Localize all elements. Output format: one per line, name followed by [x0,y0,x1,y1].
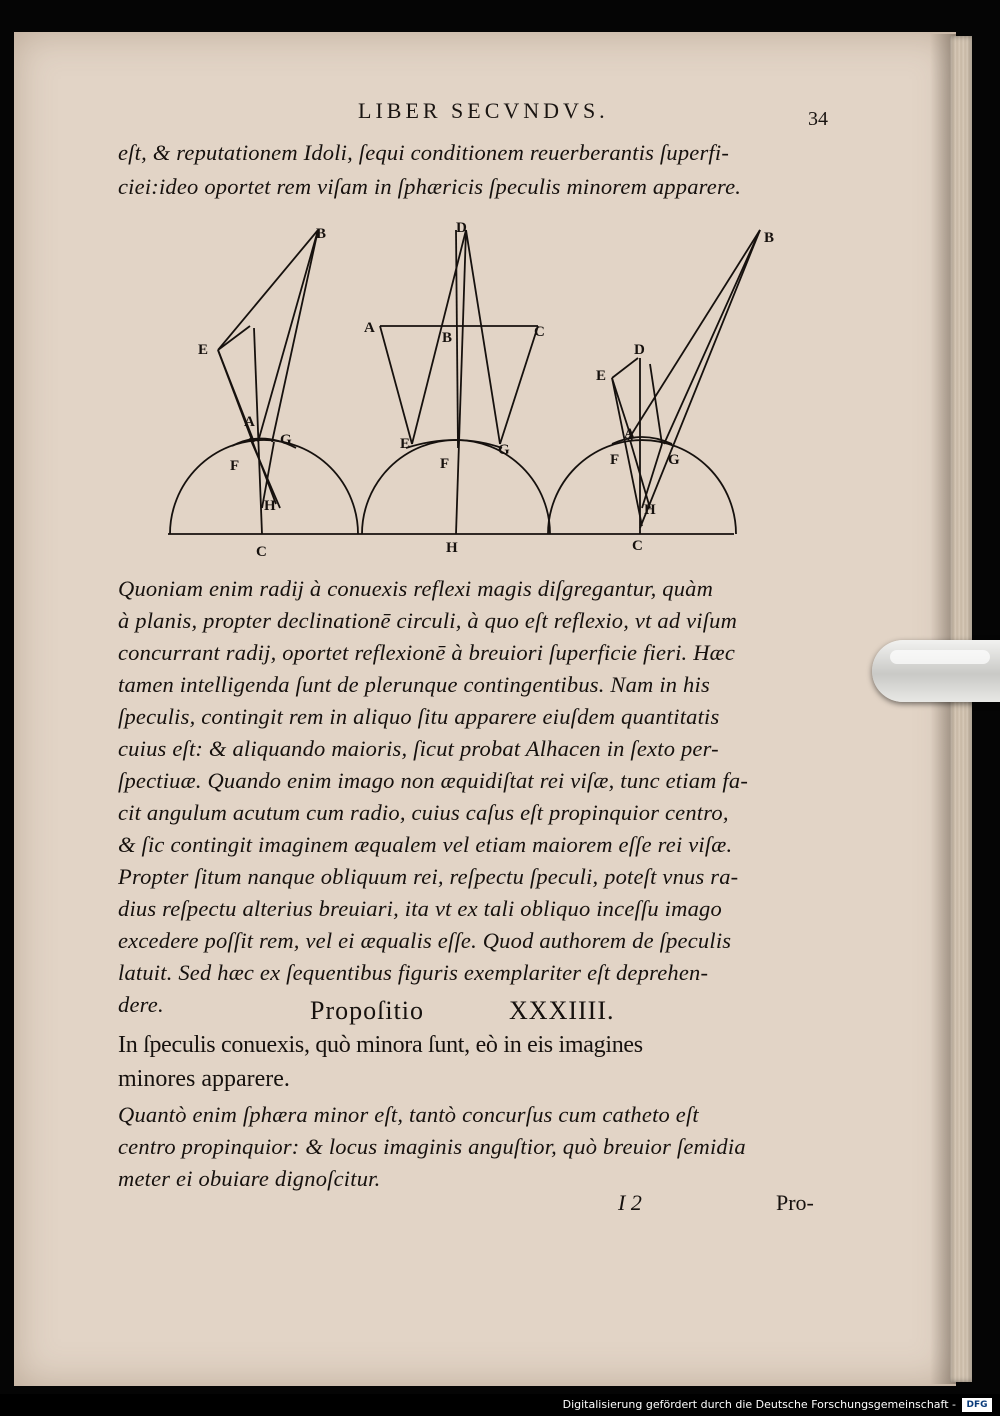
bookmark-highlight [890,650,990,664]
diagram-label: E [198,342,209,358]
diagram-label: E [596,368,607,384]
diagram-label: C [256,544,267,560]
proposition-statement: minores apparere. [118,1066,290,1092]
running-head: LIBER SECVNDVS. [358,98,609,123]
diagram-label: C [534,324,545,340]
diagram-label: H [264,498,276,514]
diagram-label: B [442,330,453,346]
text-line: Quantò enim ſphæra minor eſt, tantò concurſus cum catheto eſt [118,1102,699,1127]
fig3-line [628,230,760,440]
diagram-label: D [634,342,645,358]
dfg-logo: DFG [962,1398,992,1412]
page-number: 34 [808,108,828,130]
text-line: & ſic contingit imaginem æqualem vel etiam maiorem eſſe rei viſæ. [118,832,733,857]
diagram-label: G [498,442,510,458]
text-line: dere. [118,992,164,1017]
fig3-line [640,230,760,528]
funding-note: Digitalisierung gefördert durch die Deutsche Forschungsgemeinschaft - [562,1398,956,1411]
text-line: Quoniam enim radij à conuexis reflexi magis diſgregantur, quàm [118,576,714,601]
text-line: dius reſpectu alterius breuiari, ita vt ex tali obliquo inceſſu imago [118,896,722,921]
fig2-line [380,326,412,444]
catchword: Pro- [776,1190,814,1215]
text-line: centro propinquior: & locus imaginis anguſtior, quò breuior ſemidia [118,1134,746,1159]
fig3-line [650,364,662,444]
text-line: eſt, & reputationem Idoli, ſequi conditionem reuerberantis ſuperfi- [118,140,730,165]
diagram-label: F [440,456,450,472]
text-line: ſpeculis, contingit rem in aliquo ſitu apparere eiuſdem quantitatis [118,704,720,729]
fig3-semicircle [548,440,736,534]
proposition-label: Propoſitio [310,996,425,1025]
diagram-label: A [244,414,255,430]
text-line: à planis, propter declinationē circuli, à quo eſt reflexio, vt ad viſum [118,608,738,633]
diagram-label: H [644,502,656,518]
fig1-semicircle [170,440,358,534]
text-line: cit angulum acutum cum radio, cuius caſus eſt propinquior centro, [118,800,729,825]
diagram-label: F [230,458,240,474]
text-line: tamen intelligenda ſunt de plerunque contingentibus. Nam in his [118,672,710,697]
diagram-label: E [400,436,411,452]
text-line: ciei:ideo oportet rem viſam in ſphæricis ſpeculis minorem apparere. [118,174,742,199]
fig1-line [218,230,318,350]
geometric-diagram [150,208,800,563]
text-line: concurrant radij, oportet reflexionē à breuiori ſuperficie fieri. Hæc [118,640,736,665]
text-line: ſpectiuæ. Quando enim imago non æquidiſtat rei viſæ, tunc etiam fa- [118,768,749,793]
fig3-line [612,358,638,378]
diagram-label: B [316,226,327,242]
diagram-label: C [632,538,643,554]
proposition-statement: In ſpeculis conuexis, quò minora ſunt, eò in eis imagines [118,1032,643,1058]
fig2-line [500,326,538,444]
diagram-label: H [446,540,458,556]
proposition-heading [310,996,770,1026]
fig3-line [664,230,760,444]
diagram-label: D [456,220,467,236]
diagram-label: B [764,230,775,246]
diagram-label: G [668,452,680,468]
text-line: latuit. Sed hæc ex ſequentibus figuris exemplariter eſt deprehen- [118,960,709,985]
fig2-line [466,230,500,444]
signature-mark: I 2 [618,1190,642,1215]
diagram-label: A [364,320,375,336]
fig1-line [272,230,318,442]
page-edges [950,36,972,1382]
text-line: cuius eſt: & aliquando maioris, ſicut probat Alhacen in ſexto per- [118,736,719,761]
fig1-line [258,230,318,442]
text-line: excedere poſſit rem, vel ei æqualis eſſe. Quod authorem de ſpeculis [118,928,732,953]
proposition-number: XXXIIII. [509,996,615,1025]
diagram-label: A [624,426,635,442]
diagram-label: F [610,452,620,468]
text-line: Propter ſitum nanque obliquum rei, reſpectu ſpeculi, poteſt vnus ra- [118,864,739,889]
diagram-label: G [280,432,292,448]
text-line: meter ei obuiare dignoſcitur. [118,1166,381,1191]
